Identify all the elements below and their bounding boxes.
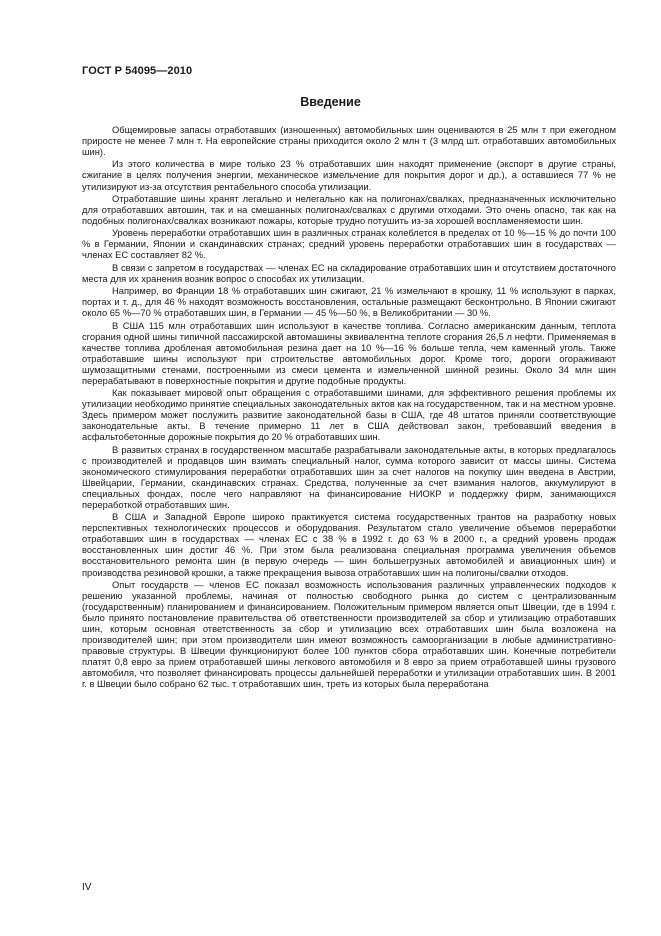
paragraph: Общемировые запасы отработавших (изношенных) автомобильных шин оцениваются в 25 млн т при ежегодном приросте не менее 7 млн т. На европейские страны приходится около 2 млн т (3 млрд шт. отработавших автомобильных шин). — [82, 125, 616, 158]
page-number: IV — [82, 882, 92, 893]
paragraph: Из этого количества в мире только 23 % отработавших шин находят применение (экспорт в другие страны, сжигание в целях получения энергии, механическое измельчение для покрытия дорог и др.), а оставшиеся 77 % не утилизируют из-за отсутствия рентабельного способа утилизации. — [82, 159, 616, 192]
paragraph: Отработавшие шины хранят легально и нелегально как на полигонах/свалках, предназначенных исключительно для отработавших автошин, так и на смешанных полигонах/свалках с другими отходами. Это очень опасно, так как на подобных полигонах/свалках возникают пожары, которые трудно потушить из-за хорошей воспламеняемости шин. — [82, 193, 616, 226]
paragraph: В США и Западной Европе широко практикуется система государственных грантов на разработку новых перспективных технологических процессов и оборудования. Результатом стало увеличение объемов переработки отработавших шин в государствах — членах ЕС с 38 % в 1992 г. до 63 % в 2000 г., а средний уровень продаж восстановленных шин достиг 46 %. При этом была реализована специальная программа увеличения объемов восстановительного ремонта шин (в первую очередь — шин большегрузных автомобилей и авиационных шин) и производства резиновой крошки, а также прекращения вывоза отработавших шин на полигоны/свалки отходов. — [82, 512, 616, 578]
paragraph: В США 115 млн отработавших шин используют в качестве топлива. Согласно американским данным, теплота сгорания одной шины типичной пассажирской автомашины эквивалентна теплоте сгорания 26,5 л нефти. Применяемая в качестве топлива дробленая автомобильная резина дает на 10 %—16 % больше тепла, чем каменный уголь. Также отработавшие шины используют при строительстве автомобильных дорог. Кроме того, дороги огораживают шумозащитными стенами, построенными из смеси цемента и измельченной шинной резины. Около 34 млн шин перерабатывают в поверхностные покрытия и другие подобные продукты. — [82, 320, 616, 386]
document-header: ГОСТ Р 54095—2010 — [82, 65, 193, 77]
body-text — [82, 125, 616, 692]
paragraph: Как показывает мировой опыт обращения с отработавшими шинами, для эффективного решения проблемы их утилизации необходимо принятие специальных законодательных актов как на государственном, так и на местном уровне. Здесь примером может послужить развитие законодательной базы в США, где 48 штатов приняли соответствующие законодательные акты. В течение примерно 11 лет в США действовал закон, требовавший введения в асфальтобетонные дорожные покрытия до 20 % отработавших шин. — [82, 388, 616, 443]
paragraph: В связи с запретом в государствах — членах ЕС на складирование отработавших шин и отсутствием достаточного места для их хранения возник вопрос о способах их утилизации. — [82, 262, 616, 284]
paragraph: Опыт государств — членов ЕС показал возможность использования различных управленческих подходов к решению указанной проблемы, начиная от полностью свободного рынка до систем с централизованным (государственным) планированием и финансированием. Положительным примером является опыт Швеции, где в 1994 г. было принято постановление правительства об ответственности производителей за сбор и утилизацию отработавших шин, которым основная ответственность за сбор и утилизацию всех отработавших шин была возложена на производителей шин; при этом производители шин имеют возможность самоорганизации в любые административно-правовые структуры. В Швеции функционируют более 100 пунктов сбора отработавших шин. Конечные потребители платят 0,8 евро за прием отработавшей шины легкового автомобиля и 8 евро за прием отработавшей шины грузового автомобиля, что позволяет финансировать процессы дальнейшей переработки и утилизации отработавших шин. В 2001 г. в Швеции было собрано 62 тыс. т отработавших шин, треть из которых была переработана — [82, 579, 616, 690]
paragraph: Например, во Франции 18 % отработавших шин сжигают, 21 % измельчают в крошку, 11 % используют в парках, портах и т. д., для 46 % находят возможность восстановления, остальные размещают бесконтрольно. В Японии сжигают около 65 %—70 % отработавших шин, в Германии — 45 %—50 %, в Великобритании — 30 %. — [82, 286, 616, 319]
paragraph: В развитых странах в государственном масштабе разрабатывали законодательные акты, в которых предлагалось с производителей и продавцов шин взимать специальный налог, сумма которого зависит от массы шины. Система экономического стимулирования переработки отработавших шин за счет налогов на покупку шин введена в Австрии, Швейцарии, Германии, скандинавских странах. Средства, полученные за счет взимания налогов, аккумулируют в специальных фондах, после чего направляют на финансирование НИОКР и поддержку фирм, занимающихся переработкой отработавших шин. — [82, 444, 616, 510]
paragraph: Уровень переработки отработавших шин в различных странах колеблется в пределах от 10 %—15 % до почти 100 % в Германии, Японии и скандинавских странах; средний уровень переработки отработавших шин в государствах — членах ЕС составляет 82 %. — [82, 228, 616, 261]
section-title: Введение — [300, 95, 361, 109]
